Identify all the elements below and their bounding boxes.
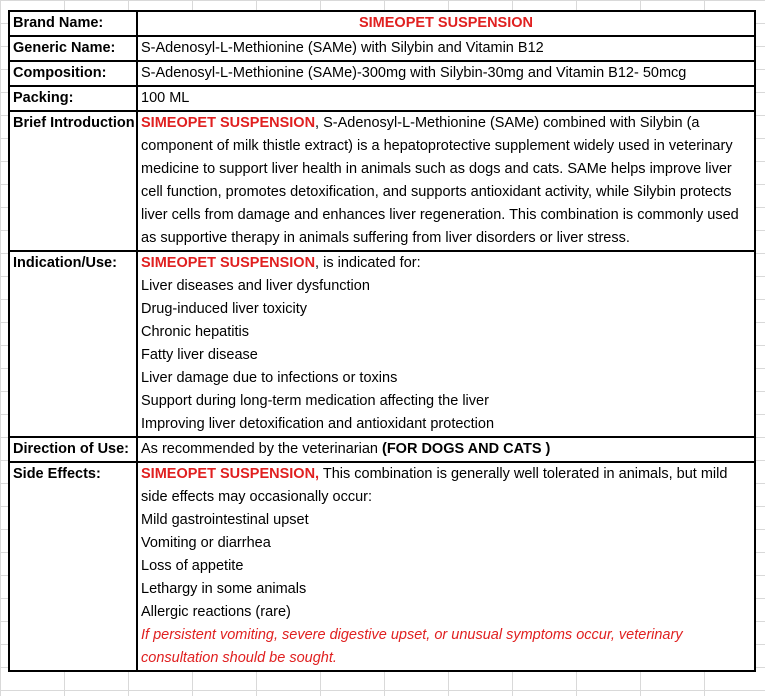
side-effect-item: Lethargy in some animals [141, 581, 307, 597]
brand-name-label[interactable]: Brand Name: [9, 11, 137, 36]
generic-name-value[interactable]: S-Adenosyl-L-Methionine (SAMe) with Silybin and Vitamin B12 [137, 36, 755, 61]
indication-item: Liver damage due to infections or toxins [141, 370, 398, 386]
indication-item: Fatty liver disease [141, 347, 258, 363]
brand-name-cell[interactable] [137, 11, 755, 36]
side-effects-brand-name: SIMEOPET SUSPENSION, [141, 466, 320, 482]
side-effect-item: Mild gastrointestinal upset [141, 512, 309, 528]
composition-value[interactable]: S-Adenosyl-L-Methionine (SAMe)-300mg with Silybin-30mg and Vitamin B12- 50mcg [137, 61, 755, 86]
side-effect-item: Allergic reactions (rare) [141, 604, 291, 620]
intro-text: , S-Adenosyl-L-Methionine (SAMe) combined with Silybin (a component of milk thistle extract) is a hepatoprotective supplement widely used in veterinary medicine to support liver health in animals such as dogs and cats. SAMe helps improve liver cell function, promotes detoxification, and supports antioxidant activity, while Silybin protects liver cells from damage and enhances liver regeneration. This combination is commonly used as supportive therapy in animals suffering from liver disorders or liver stress. [141, 115, 739, 246]
direction-of-use-label[interactable]: Direction of Use: [9, 437, 137, 462]
row-packing [9, 86, 755, 111]
row-brief-introduction [9, 111, 755, 251]
direction-text: As recommended by the veterinarian [141, 441, 382, 457]
indication-lead: , is indicated for: [315, 255, 421, 271]
direction-of-use-cell[interactable] [137, 437, 755, 462]
packing-value[interactable]: 100 ML [137, 86, 755, 111]
brief-introduction-label[interactable]: Brief Introduction [9, 111, 137, 251]
side-effect-item: Loss of appetite [141, 558, 244, 574]
composition-label[interactable]: Composition: [9, 61, 137, 86]
indication-item: Drug-induced liver toxicity [141, 301, 308, 317]
side-effects-cell[interactable] [137, 462, 755, 671]
indication-cell[interactable] [137, 251, 755, 437]
brief-introduction-cell[interactable] [137, 111, 755, 251]
indication-item: Improving liver detoxification and antioxidant protection [141, 416, 495, 432]
indication-brand-name: SIMEOPET SUSPENSION [141, 255, 316, 271]
row-direction-of-use [9, 437, 755, 462]
product-spec-table [8, 10, 756, 672]
side-effects-label[interactable]: Side Effects: [9, 462, 137, 671]
indication-item: Support during long-term medication affecting the liver [141, 393, 489, 409]
indication-lead-line [141, 252, 751, 275]
side-effects-lead-line [141, 463, 748, 509]
side-effect-item: Vomiting or diarrhea [141, 535, 271, 551]
row-generic-name [9, 36, 755, 61]
indication-item: Liver diseases and liver dysfunction [141, 278, 370, 294]
row-brand-name [9, 11, 755, 36]
side-effects-lead: This combination is generally well tolerated in animals, but mild side effects may occasionally occur: [141, 466, 728, 505]
row-composition [9, 61, 755, 86]
brand-name-value: SIMEOPET SUSPENSION [358, 15, 534, 31]
row-side-effects [9, 462, 755, 671]
indication-label[interactable]: Indication/Use: [9, 251, 137, 437]
generic-name-label[interactable]: Generic Name: [9, 36, 137, 61]
direction-emphasis: (FOR DOGS AND CATS ) [382, 441, 551, 457]
indication-item: Chronic hepatitis [141, 324, 249, 340]
side-effects-warning: If persistent vomiting, severe digestive upset, or unusual symptoms occur, veterinary consultation should be sought. [141, 627, 683, 666]
intro-brand-name: SIMEOPET SUSPENSION [141, 115, 316, 131]
row-indication [9, 251, 755, 437]
packing-label[interactable]: Packing: [9, 86, 137, 111]
